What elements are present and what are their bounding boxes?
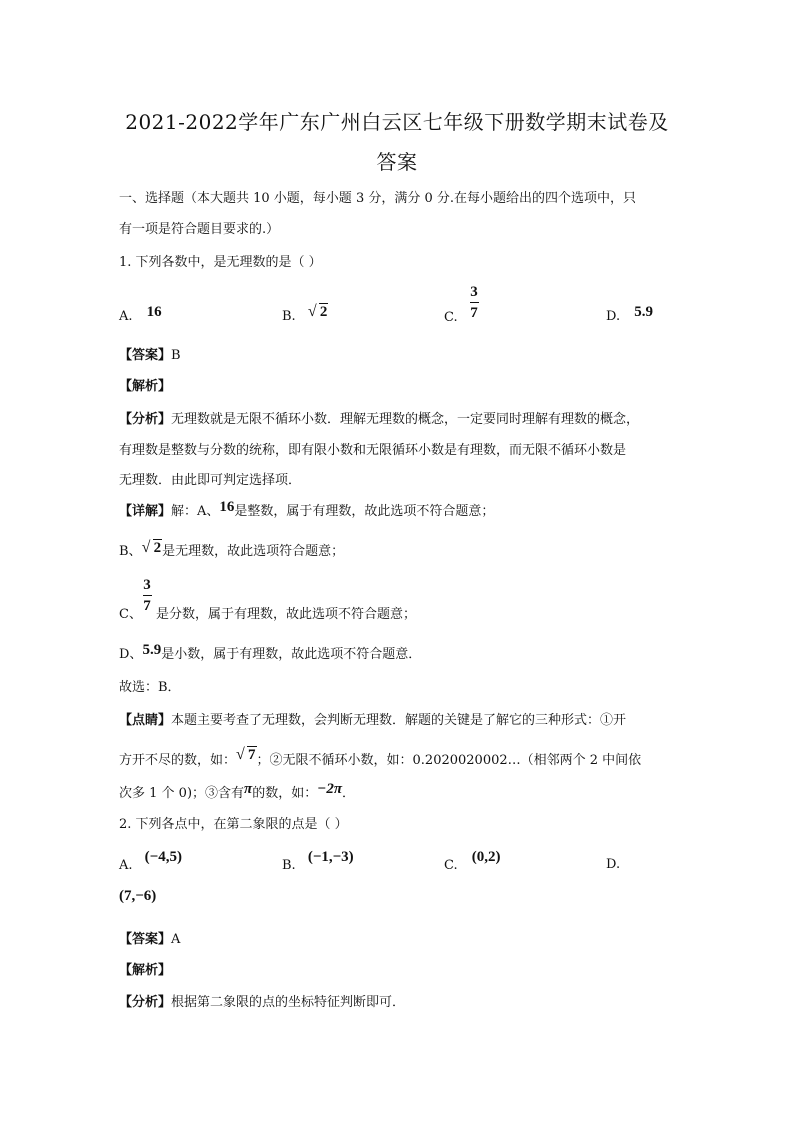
fraction-bar <box>470 302 479 303</box>
q1-dianjing-sqrt <box>236 747 257 764</box>
q1-detail-b-sqrt <box>142 540 163 557</box>
q2-option-d-label: D. <box>606 857 621 872</box>
q1-detail-c-numerator: 3 <box>143 577 151 593</box>
q1-option-b-sqrt <box>308 304 329 321</box>
q1-answer-value: B <box>171 348 181 363</box>
q1-option-a-value: 16 <box>146 304 162 320</box>
q1-fenxi-line-1 <box>119 408 639 427</box>
q1-dianjing-line2-pre: 方开不尽的数，如： <box>119 753 237 768</box>
question-1-stem: 1. 下列各数中，是无理数的是（ ） <box>119 255 322 270</box>
q1-detail-c-post: 是分数，属于有理数，故此选项不符合题意； <box>155 607 416 622</box>
q1-dianjing-line-1 <box>119 709 626 728</box>
q1-detail-c <box>119 603 416 622</box>
q1-dianjing-line3-pre: 次多 1 个 0)；③含有 <box>119 786 245 801</box>
q1-option-c <box>444 310 458 325</box>
q1-detail-d-pre: D、 <box>119 647 143 662</box>
q2-answer <box>119 928 180 947</box>
q1-dianjing-line-2 <box>119 746 642 769</box>
fraction-bar <box>143 595 152 596</box>
q1-fenxi-text-1: 无理数就是无限不循环小数．理解无理数的概念，一定要同时理解有理数的概念， <box>171 412 640 427</box>
q1-detail-a-pre: 解：A、 <box>171 504 220 519</box>
q1-dianjing-text-1: 本题主要考查了无理数，会判断无理数．解题的关键是了解它的三种形式：①开 <box>171 713 627 728</box>
radical-sign-icon: √ <box>307 303 317 320</box>
q2-answer-tag: 【答案】 <box>119 932 172 947</box>
q1-dianjing-pi: π <box>244 781 253 797</box>
q1-dianjing-radicand: 7 <box>248 747 256 763</box>
q1-dianjing-tag: 【点睛】 <box>119 713 172 728</box>
q1-dianjing-line3-post: ． <box>342 786 356 801</box>
q1-option-c-label: C. <box>444 310 458 325</box>
q1-option-a-label: A. <box>119 309 133 324</box>
q1-option-b <box>282 303 328 325</box>
q1-answer-tag: 【答案】 <box>119 348 172 363</box>
page-title <box>0 106 794 135</box>
q1-detail-b-radicand: 2 <box>153 540 162 556</box>
q1-answer <box>119 344 181 363</box>
question-2-stem: 2. 下列各点中，在第二象限的点是（ ） <box>119 817 348 832</box>
q1-dianjing-line2-post: ；②无限不循环小数，如：0.2020020002…（相邻两个 2 中间依 <box>256 753 642 768</box>
q2-option-b <box>282 849 354 874</box>
q2-option-a <box>119 849 182 874</box>
q1-detail-c-denominator: 7 <box>143 598 151 614</box>
q2-fenxi-tag: 【分析】 <box>119 995 172 1010</box>
q2-option-a-label: A. <box>119 858 133 873</box>
q1-detail-a <box>119 500 494 520</box>
q1-detail-tag: 【详解】 <box>119 504 172 519</box>
q1-option-c-fraction <box>467 284 481 321</box>
q1-detail-b-pre: B、 <box>119 544 142 559</box>
q1-option-d <box>606 304 653 325</box>
q1-detail-d-post: 是小数，属于有理数，故此选项不符合题意． <box>161 647 422 662</box>
q1-fenxi-line-2: 有理数是整数与分数的统称，即有限小数和无限循环小数是有理数，而无限不循环小数是 <box>119 443 627 458</box>
q1-dianjing-line3-mid: 的数，如： <box>252 786 318 801</box>
section-header-line-1: 一、选择题（本大题共 10 小题，每小题 3 分，满分 0 分.在每小题给出的四个选项中，只 <box>119 191 637 206</box>
q1-detail-b-post: 是无理数，故此选项符合题意； <box>162 544 345 559</box>
q1-option-a <box>119 304 162 325</box>
q2-option-d <box>606 857 620 872</box>
q1-analysis-tag: 【解析】 <box>119 379 172 394</box>
radical-sign-icon: √ <box>141 539 151 556</box>
q1-option-c-denominator: 7 <box>470 305 478 321</box>
q2-option-b-label: B. <box>282 858 296 873</box>
q1-fenxi-tag: 【分析】 <box>119 412 172 427</box>
q2-option-a-value: (−4,5) <box>144 849 182 865</box>
q2-analysis-tag: 【解析】 <box>119 963 172 978</box>
page-title-continued <box>0 146 794 175</box>
title-line-2: 答案 <box>376 150 418 174</box>
q2-option-c-value: (0,2) <box>471 849 501 865</box>
q1-option-b-radicand: 2 <box>319 304 328 320</box>
q1-detail-c-pre: C、 <box>119 607 142 622</box>
q1-option-b-label: B. <box>282 309 296 324</box>
q1-option-d-label: D. <box>606 309 621 324</box>
q2-option-c <box>444 849 501 874</box>
q1-fenxi-line-3: 无理数．由此即可判定选择项． <box>119 473 302 488</box>
q1-detail-b <box>119 540 344 560</box>
q2-answer-value: A <box>171 932 181 947</box>
title-line-1: 2021-2022学年广东广州白云区七年级下册数学期末试卷及 <box>125 110 669 134</box>
q1-detail-d-value: 5.9 <box>142 642 162 658</box>
q2-fenxi-line-1 <box>119 991 405 1010</box>
q1-dianjing-line-3 <box>119 782 355 802</box>
q2-option-c-label: C. <box>444 858 458 873</box>
q1-detail-a-post: 是整数，属于有理数，故此选项不符合题意； <box>234 504 495 519</box>
q1-detail-a-value: 16 <box>219 499 235 515</box>
q1-option-c-numerator: 3 <box>470 284 478 300</box>
section-header-line-2: 有一项是符合题目要求的.） <box>119 222 280 237</box>
q2-option-d-value: (7,−6) <box>119 888 157 904</box>
q1-option-d-value: 5.9 <box>634 304 653 320</box>
q2-option-b-value: (−1,−3) <box>307 849 354 865</box>
q1-detail-d <box>119 643 421 663</box>
q2-fenxi-text-1: 根据第二象限的点的坐标特征判断即可． <box>171 995 406 1010</box>
q1-choose: 故选：B． <box>119 680 181 695</box>
radical-sign-icon: √ <box>236 746 245 763</box>
q1-dianjing-value: −2π <box>317 781 343 797</box>
